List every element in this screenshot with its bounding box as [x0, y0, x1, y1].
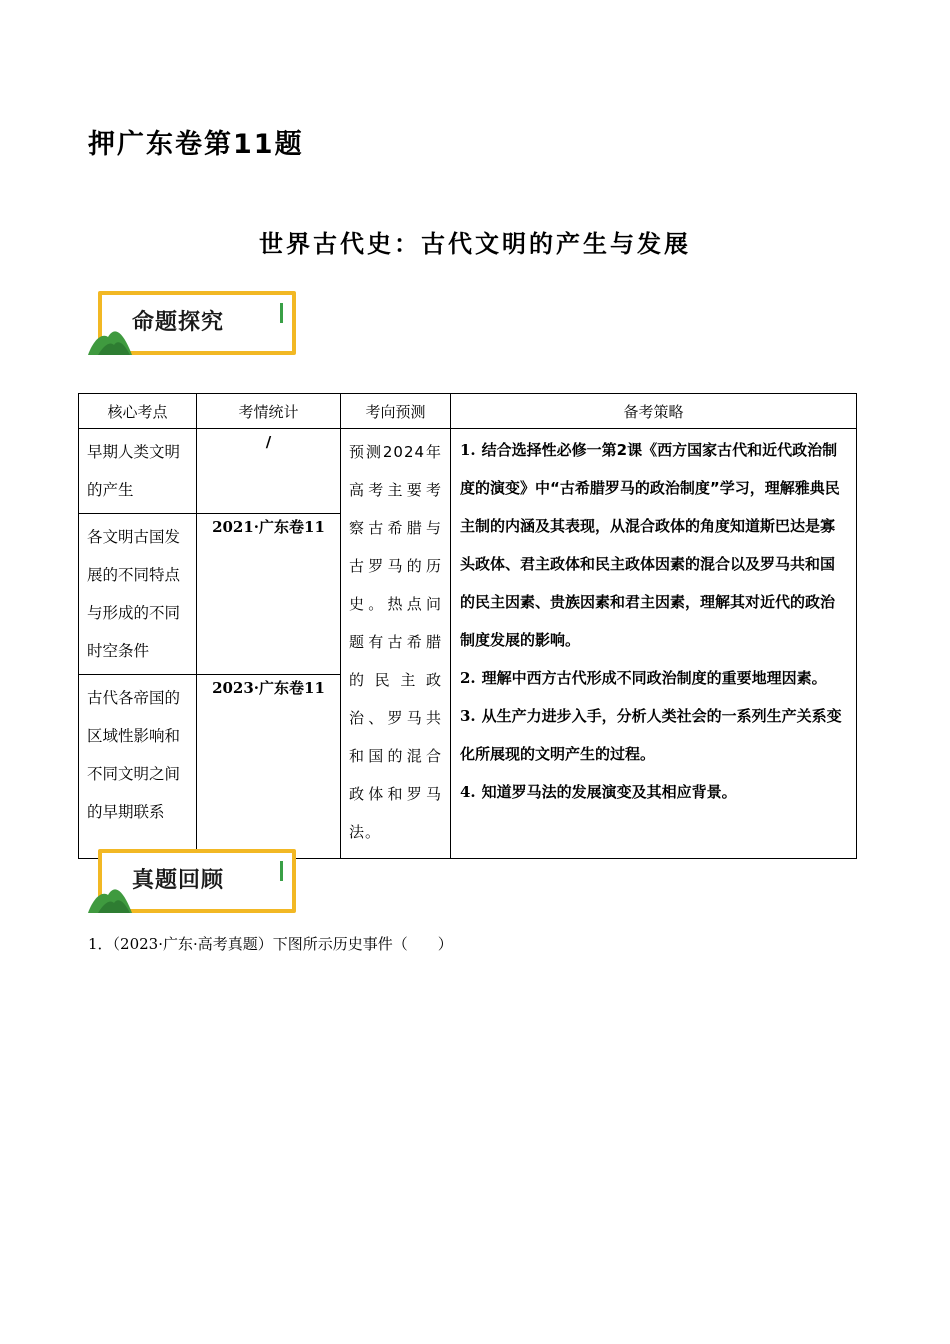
page-title: 押广东卷第11题 — [88, 129, 304, 160]
core-topic-cell: 各文明古国发展的不同特点与形成的不同时空条件 — [87, 528, 181, 660]
header-strategy: 备考策略 — [451, 394, 857, 429]
strategy-cell — [451, 429, 856, 815]
strategy-item — [460, 431, 848, 659]
badge-accent-bar — [280, 861, 283, 881]
strategy-item-number: 1. — [460, 441, 476, 459]
strategy-item — [460, 697, 848, 773]
strategy-item-text: 知道罗马法的发展演变及其相应背景。 — [481, 783, 737, 801]
question-text: 1．（2023·广东·高考真题）下图所示历史事件（ ） — [88, 935, 453, 953]
strategy-item-text: 从生产力进步入手，分析人类社会的一系列生产关系变化所展现的文明产生的过程。 — [460, 707, 842, 763]
strategy-item-number: 4. — [460, 783, 476, 801]
page-subtitle: 世界古代史：古代文明的产生与发展 — [259, 230, 691, 258]
section-badge-review — [88, 849, 298, 919]
exam-analysis-table — [78, 393, 857, 859]
section-badge-exploration — [88, 291, 298, 361]
exam-stat-cell: 2021·广东卷11 — [212, 518, 325, 536]
strategy-item-number: 2. — [460, 669, 476, 687]
table-header-row — [79, 394, 857, 429]
forecast-cell: 预测2024年高考主要考察古希腊与古罗马的历史。热点问题有古希腊的民主政治、罗马共和国的混合政体和罗马法。 — [349, 443, 442, 841]
header-core-topic: 核心考点 — [79, 394, 197, 429]
core-topic-cell: 古代各帝国的区域性影响和不同文明之间的早期联系 — [87, 689, 181, 821]
strategy-item — [460, 659, 848, 697]
mountain-icon — [88, 325, 136, 355]
strategy-item-number: 3. — [460, 707, 476, 725]
exam-stat-cell: 2023·广东卷11 — [212, 679, 325, 697]
strategy-item-text: 结合选择性必修一第2课《西方国家古代和近代政治制度的演变》中“古希腊罗马的政治制度”学习，理解雅典民主制的内涵及其表现，从混合政体的角度知道斯巴达是寡头政体、君主政体和民主政体因素的混合以及罗马共和国的民主因素、贵族因素和君主因素，理解其对近代的政治制度发展的影响。 — [460, 441, 840, 649]
header-forecast: 考向预测 — [341, 394, 451, 429]
badge-accent-bar — [280, 303, 283, 323]
strategy-item — [460, 773, 848, 811]
badge-label: 命题探究 — [132, 310, 225, 335]
strategy-item-text: 理解中西方古代形成不同政治制度的重要地理因素。 — [481, 669, 827, 687]
exam-stat-cell: / — [265, 433, 272, 451]
core-topic-cell: 早期人类文明的产生 — [87, 443, 181, 499]
badge-label: 真题回顾 — [132, 868, 225, 893]
mountain-icon — [88, 883, 136, 913]
header-exam-stats: 考情统计 — [197, 394, 341, 429]
table-row — [79, 429, 857, 514]
